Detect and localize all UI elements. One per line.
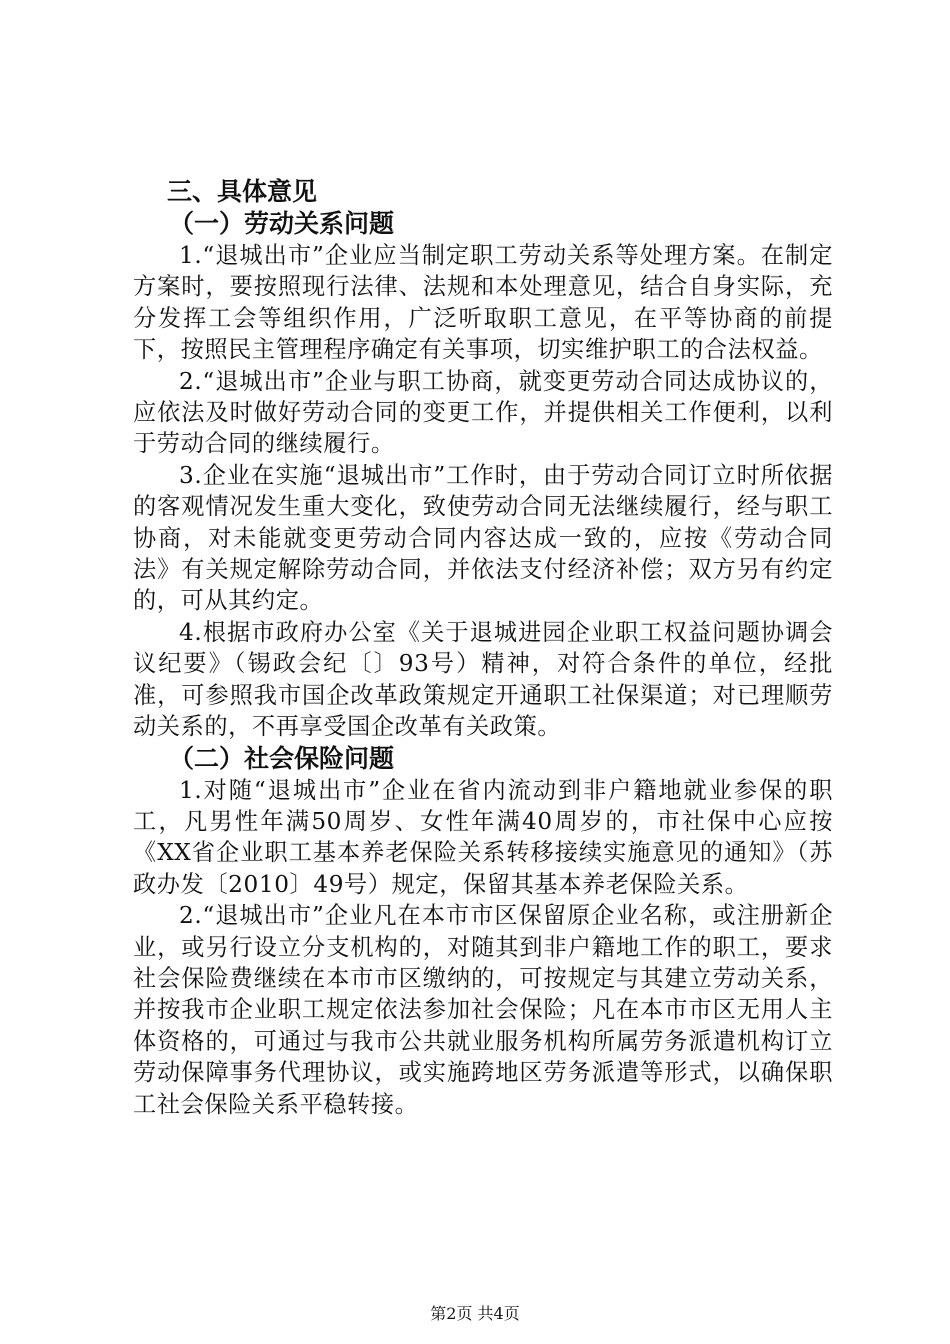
subsection-title-social-insurance: （二）社会保险问题 xyxy=(169,743,395,773)
paragraph-labor-1: 1.“退城出市”企业应当制定职工劳动关系等处理方案。在制定方案时，要按照现行法律、法规和本处理意见，结合自身实际，充分发挥工会等组织作用，广泛听取职工意见，在平等协商的前提下，按照民主管理程序确定有关事项，切实维护职工的合法权益。 xyxy=(133,242,833,364)
section-title: 三、具体意见 xyxy=(167,177,318,206)
subsection-title-labor-relations: （一）劳动关系问题 xyxy=(169,209,395,238)
paragraph-labor-4: 4.根据市政府办公室《关于退城进园企业职工权益问题协调会议纪要》（锡政会纪〔〕93号）精神，对符合条件的单位，经批准，可参照我市国企改革政策规定开通职工社保渠道；对已理顺劳动关系的，不再享受国企改革有关政策。 xyxy=(133,618,833,741)
paragraph-labor-3: 3.企业在实施“退城出市”工作时，由于劳动合同订立时所依据的客观情况发生重大变化，致使劳动合同无法继续履行，经与职工协商，对未能就变更劳动合同内容达成一致的，应按《劳动合同法》有关规定解除劳动合同，并依法支付经济补偿；双方另有约定的，可从其约定。 xyxy=(133,461,833,615)
page-number-footer: 第2页 共4页 xyxy=(430,1304,520,1323)
paragraph-insurance-2: 2.“退城出市”企业凡在本市市区保留原企业名称，或注册新企业，或另行设立分支机构的，对随其到非户籍地工作的职工，要求社会保险费继续在本市市区缴纳的，可按规定与其建立劳动关系，并按我市企业职工规定依法参加社会保险；凡在本市市区无用人主体资格的，可通过与我市公共就业服务机构所属劳务派遣机构订立劳动保障事务代理协议，或实施跨地区劳务派遣等形式，以确保职工社会保险关系平稳转接。 xyxy=(133,902,833,1118)
document-body xyxy=(133,176,833,1120)
paragraph-insurance-1: 1.对随“退城出市”企业在省内流动到非户籍地就业参保的职工，凡男性年满50周岁、女性年满40周岁的，市社保中心应按《XX省企业职工基本养老保险关系转移接续实施意见的通知》（苏政办发〔2010〕49号）规定，保留其基本养老保险关系。 xyxy=(133,776,833,898)
paragraph-labor-2: 2.“退城出市”企业与职工协商，就变更劳动合同达成协议的，应依法及时做好劳动合同的变更工作，并提供相关工作便利，以利于劳动合同的继续履行。 xyxy=(133,367,833,458)
